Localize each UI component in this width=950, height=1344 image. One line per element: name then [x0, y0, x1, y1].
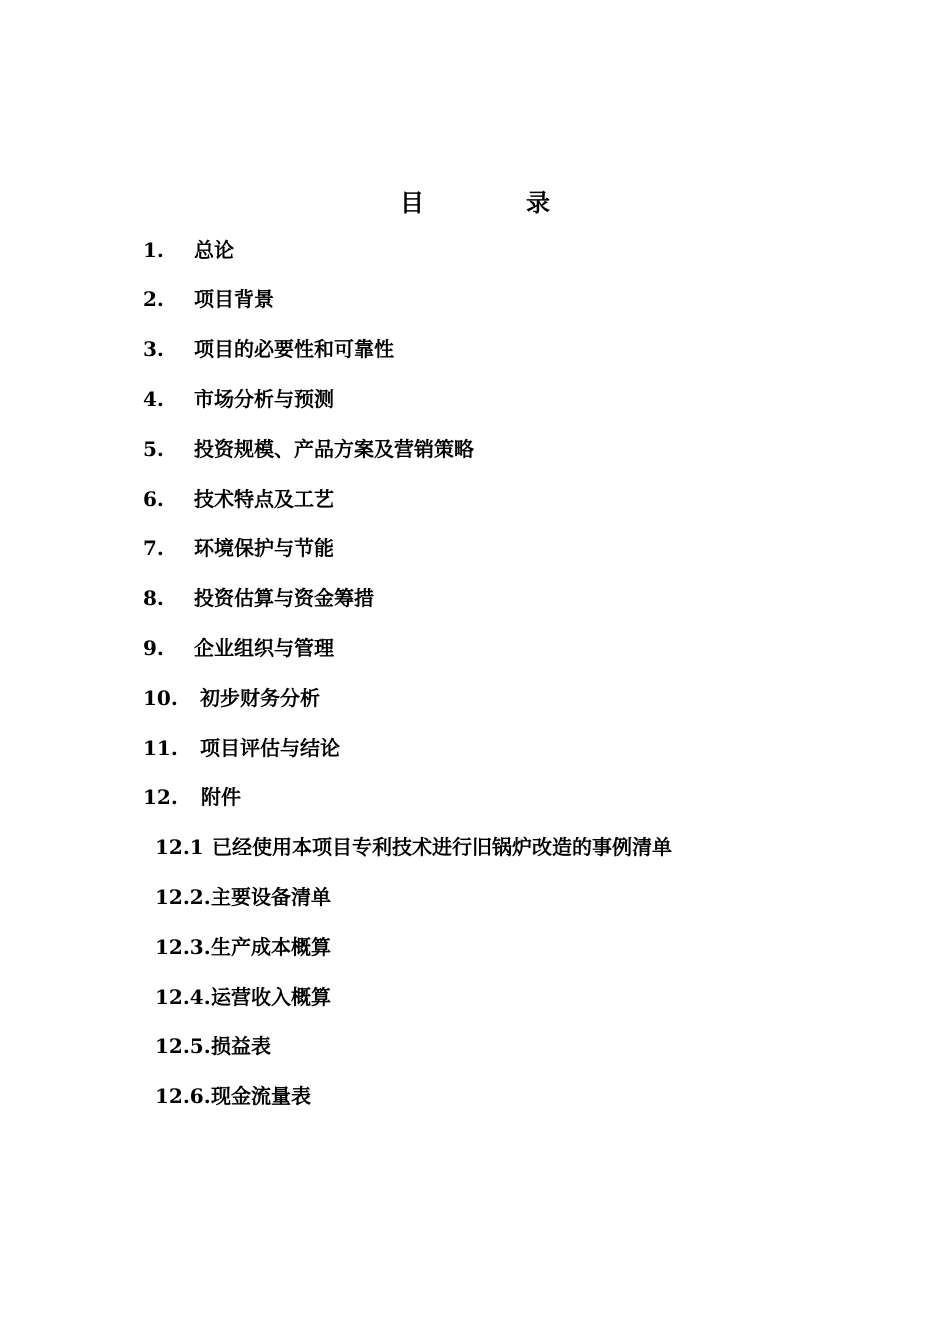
toc-item-number: 5.: [143, 437, 164, 461]
toc-item: [143, 683, 320, 713]
toc-item: [143, 533, 334, 563]
toc-item: [143, 384, 334, 414]
toc-item-text: 现金流量表: [211, 1084, 311, 1108]
toc-item-text: 项目评估与结论: [200, 736, 340, 760]
toc-subitem: [155, 832, 672, 862]
toc-item-number: 12.3.: [155, 935, 211, 959]
toc-item-text: 投资规模、产品方案及营销策略: [194, 437, 474, 461]
toc-item-text: 主要设备清单: [211, 885, 331, 909]
toc-subitem: [155, 882, 331, 912]
toc-item-text: 项目的必要性和可靠性: [194, 337, 394, 361]
toc-subitem: [155, 932, 331, 962]
toc-item: [143, 284, 274, 314]
toc-item-text: 生产成本概算: [211, 935, 331, 959]
toc-item: [143, 434, 474, 464]
toc-item-text: 项目背景: [194, 287, 274, 311]
toc-item-number: 12.6.: [155, 1084, 211, 1108]
toc-item-number: 8.: [143, 586, 164, 610]
toc-item-number: 12.4.: [155, 985, 211, 1009]
toc-subitem: [155, 982, 331, 1012]
toc-item-text: 市场分析与预测: [194, 387, 334, 411]
toc-item-text: 投资估算与资金筹措: [194, 586, 374, 610]
toc-item: [143, 782, 241, 812]
toc-item-text: 运营收入概算: [211, 985, 331, 1009]
toc-item-number: 12.1: [155, 835, 204, 859]
toc-item-number: 2.: [143, 287, 164, 311]
toc-item-number: 6.: [143, 487, 164, 511]
toc-item-text: 初步财务分析: [200, 686, 320, 710]
toc-item-number: 7.: [143, 536, 164, 560]
toc-item: [143, 235, 234, 265]
toc-item-number: 12.5.: [155, 1034, 211, 1058]
toc-title: [0, 183, 950, 219]
toc-item-number: 12.: [143, 785, 178, 809]
toc-item: [143, 583, 374, 613]
toc-item-text: 总论: [194, 238, 234, 262]
toc-item: [143, 733, 340, 763]
toc-item-text: 损益表: [211, 1034, 271, 1058]
toc-item-number: 1.: [143, 238, 164, 262]
toc-item-number: 3.: [143, 337, 164, 361]
toc-title-char-1: 目: [400, 188, 424, 217]
toc-subitem: [155, 1031, 271, 1061]
toc-item-number: 4.: [143, 387, 164, 411]
toc-item-number: 9.: [143, 636, 164, 660]
toc-title-char-2: 录: [526, 188, 550, 217]
toc-item: [143, 334, 394, 364]
toc-item-text: 环境保护与节能: [194, 536, 334, 560]
toc-item-text: 附件: [201, 785, 241, 809]
toc-item-number: 12.2.: [155, 885, 211, 909]
toc-item-number: 10.: [143, 686, 178, 710]
toc-item-text: 技术特点及工艺: [194, 487, 334, 511]
toc-item-text: 企业组织与管理: [194, 636, 334, 660]
toc-item: [143, 633, 334, 663]
toc-item-number: 11.: [143, 736, 178, 760]
toc-item: [143, 484, 334, 514]
toc-subitem: [155, 1081, 311, 1111]
toc-item-text: 已经使用本项目专利技术进行旧锅炉改造的事例清单: [212, 835, 672, 859]
